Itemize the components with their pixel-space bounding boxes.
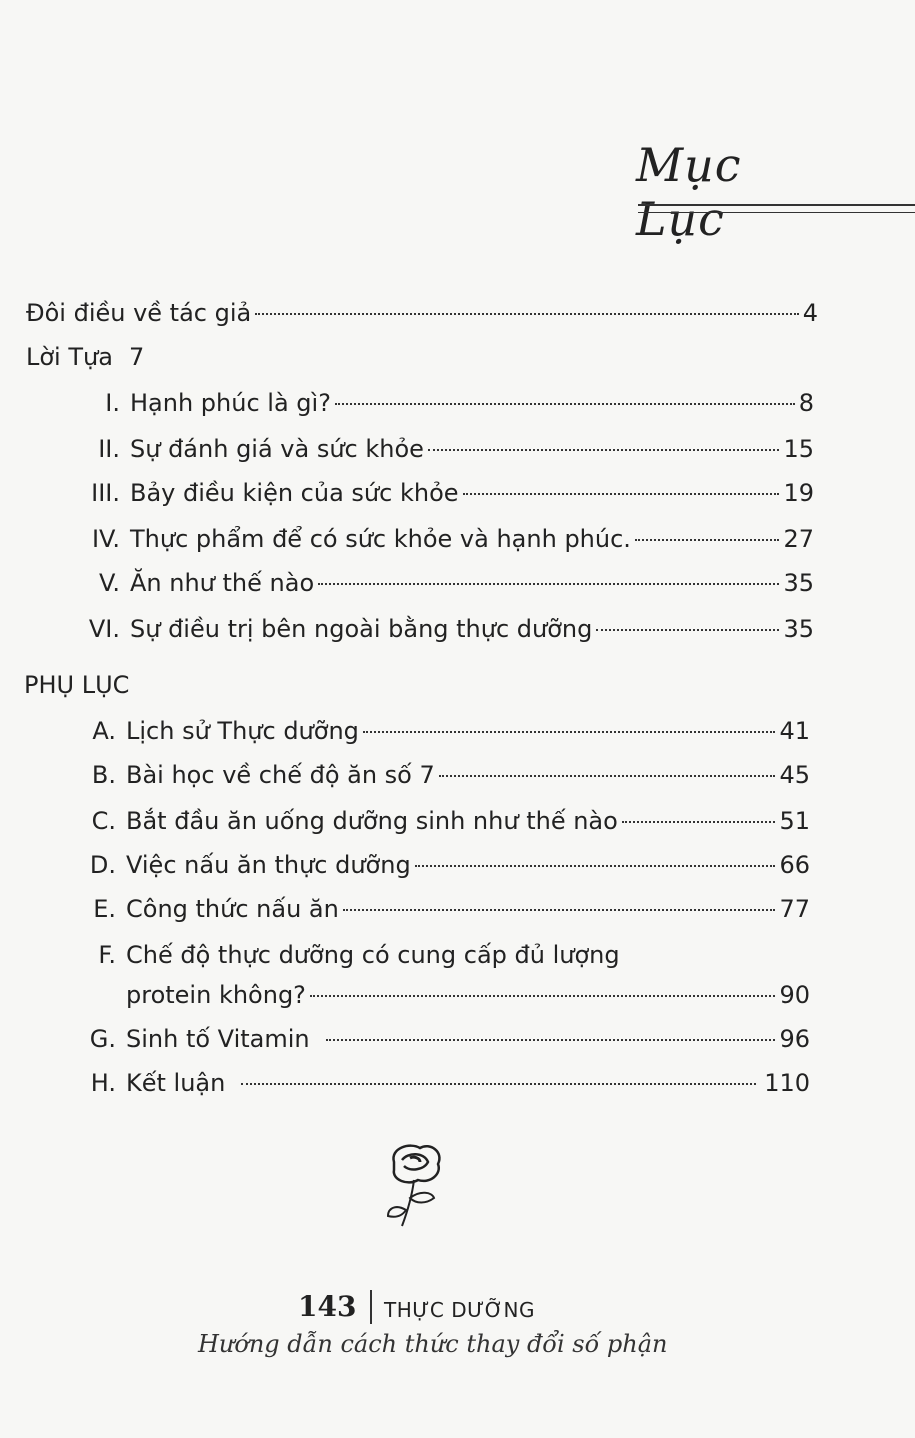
dot-leader [241, 1083, 756, 1085]
toc-entry-page: 110 [764, 1069, 810, 1097]
toc-entry-number: E. [93, 895, 116, 923]
toc-entry-page: 66 [779, 851, 810, 879]
toc-entry-page: 35 [783, 569, 814, 597]
page-title: Mục Lục [636, 138, 742, 246]
toc-appendix-b[interactable] [76, 760, 810, 790]
toc-entry-number: A. [92, 717, 116, 745]
toc-entry-page: 90 [779, 981, 810, 1009]
toc-entry-text: Sinh tố Vitamin [126, 1025, 310, 1053]
toc-entry-text: Ăn như thế nào [130, 569, 315, 597]
toc-entry-preface[interactable] [26, 342, 144, 372]
title-rule [638, 204, 915, 213]
dot-leader [335, 403, 795, 405]
toc-entry-number: B. [91, 761, 116, 789]
dot-leader [635, 539, 780, 541]
toc-entry-page: 96 [779, 1025, 810, 1053]
dot-leader [415, 865, 776, 867]
toc-appendix-e[interactable] [76, 894, 810, 924]
toc-entry-page: 45 [779, 761, 810, 789]
dot-leader [439, 775, 776, 777]
toc-entry-number: F. [98, 941, 116, 969]
toc-appendix-f-line2[interactable] [126, 980, 810, 1010]
toc-entry-text: Bài học về chế độ ăn số 7 [126, 761, 435, 789]
toc-entry-number: H. [90, 1069, 116, 1097]
toc-entry-text: Lịch sử Thực dưỡng [126, 717, 359, 745]
footer-divider [370, 1290, 372, 1324]
dot-leader [622, 821, 776, 823]
toc-entry-page: 7 [128, 343, 145, 371]
toc-entry-number: C. [91, 807, 116, 835]
toc-entry-page: 8 [798, 389, 814, 417]
toc-appendix-a[interactable] [76, 716, 810, 746]
toc-entry-text: Bảy điều kiện của sức khỏe [130, 479, 459, 507]
toc-entry-page: 15 [783, 435, 814, 463]
dot-leader [255, 313, 798, 315]
toc-chapter-1[interactable] [80, 388, 814, 418]
toc-entry-number: II. [98, 435, 120, 463]
toc-chapter-4[interactable] [80, 524, 814, 554]
toc-entry-number: III. [91, 479, 120, 507]
toc-entry-text: Hạnh phúc là gì? [130, 389, 331, 417]
dot-leader [363, 731, 776, 733]
toc-entry-number: IV. [91, 525, 120, 553]
toc-chapter-2[interactable] [80, 434, 814, 464]
toc-entry-page: 41 [779, 717, 810, 745]
toc-appendix-h[interactable] [76, 1068, 810, 1098]
toc-entry-number: I. [105, 389, 120, 417]
footer-page-number: 143 [298, 1290, 357, 1323]
toc-entry-page: 27 [783, 525, 814, 553]
toc-entry-page: 4 [802, 299, 818, 327]
toc-entry-text: Công thức nấu ăn [126, 895, 339, 923]
toc-entry-text: Đôi điều về tác giả [26, 299, 252, 327]
rose-ornament-icon [380, 1140, 450, 1230]
toc-appendix-d[interactable] [76, 850, 810, 880]
footer-subtitle: Hướng dẫn cách thức thay đổi số phận [198, 1330, 668, 1358]
toc-chapter-6[interactable] [80, 614, 814, 644]
dot-leader [326, 1039, 776, 1041]
toc-entry-text: Lời Tựa [26, 343, 113, 371]
dot-leader [318, 583, 779, 585]
dot-leader [428, 449, 780, 451]
toc-chapter-3[interactable] [80, 478, 814, 508]
toc-entry-number: G. [89, 1025, 116, 1053]
toc-entry-number: V. [99, 569, 120, 597]
toc-appendix-g[interactable] [76, 1024, 810, 1054]
toc-entry-page: 51 [779, 807, 810, 835]
dot-leader [596, 629, 779, 631]
toc-entry-text: Sự đánh giá và sức khỏe [130, 435, 424, 463]
toc-entry-text: Sự điều trị bên ngoài bằng thực dưỡng [130, 615, 593, 643]
toc-entry-intro[interactable] [26, 298, 818, 328]
dot-leader [463, 493, 780, 495]
toc-appendix-c[interactable] [76, 806, 810, 836]
appendix-heading: PHỤ LỤC [24, 671, 130, 699]
toc-appendix-f-line1[interactable] [76, 940, 620, 970]
toc-entry-page: 77 [779, 895, 810, 923]
toc-entry-text: Việc nấu ăn thực dưỡng [126, 851, 411, 879]
dot-leader [310, 995, 776, 997]
toc-entry-number: VI. [88, 615, 120, 643]
toc-entry-text-continued: protein không? [126, 981, 306, 1009]
toc-entry-text: Bắt đầu ăn uống dưỡng sinh như thế nào [126, 807, 618, 835]
toc-entry-page: 35 [783, 615, 814, 643]
toc-entry-text: Chế độ thực dưỡng có cung cấp đủ lượng [126, 941, 620, 969]
toc-chapter-5[interactable] [80, 568, 814, 598]
toc-entry-number: D. [89, 851, 116, 879]
footer-book-title: THỰC DƯỠNG [384, 1298, 536, 1322]
toc-entry-text: Kết luận [126, 1069, 226, 1097]
toc-entry-text: Thực phẩm để có sức khỏe và hạnh phúc. [130, 525, 631, 553]
dot-leader [343, 909, 776, 911]
toc-entry-page: 19 [783, 479, 814, 507]
